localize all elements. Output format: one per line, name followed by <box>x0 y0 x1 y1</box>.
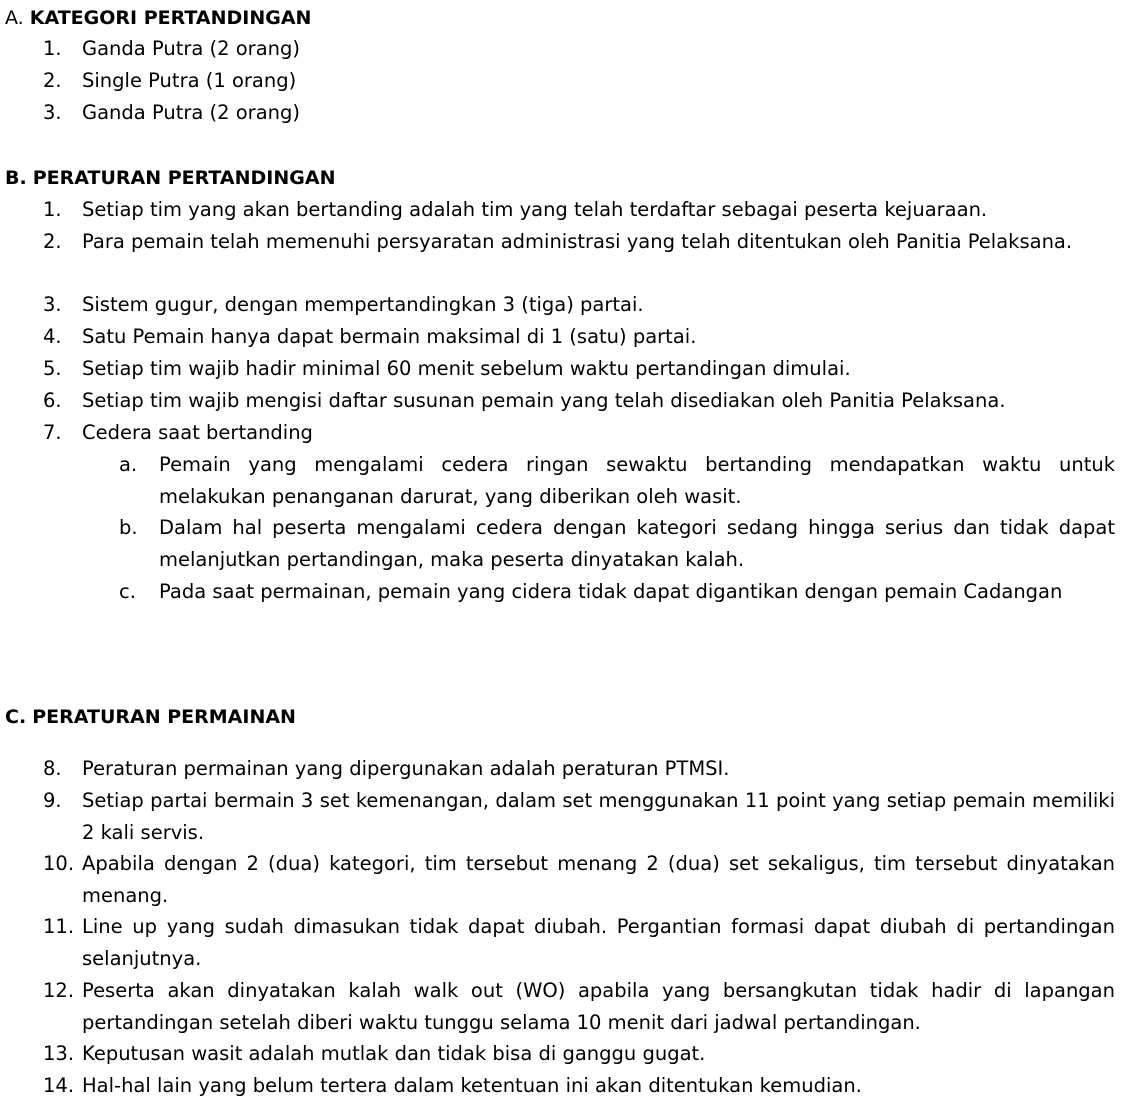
list-item-text: Keputusan wasit adalah mutlak dan tidak bisa di ganggu gugat. <box>82 1042 706 1065</box>
list-item <box>43 911 1115 974</box>
list-item <box>43 385 1115 417</box>
sub-item-letter: b. <box>119 516 138 539</box>
sub-item-text: Pemain yang mengalami cedera ringan sewaktu bertanding mendapatkan waktu untuk melakukan penanganan darurat, yang diberikan oleh wasit. <box>159 453 1115 508</box>
list-item-text: Ganda Putra (2 orang) <box>82 37 300 60</box>
list-item-number: 3. <box>43 293 62 316</box>
list-item <box>43 194 1115 226</box>
list-item-number: 1. <box>43 198 62 221</box>
sub-item-letter: a. <box>119 453 138 476</box>
list-item-text: Setiap tim wajib mengisi daftar susunan pemain yang telah disediakan oleh Panitia Pelaksana. <box>82 389 1006 412</box>
list-item-text: Cedera saat bertanding <box>82 421 313 444</box>
list-item <box>43 289 1115 321</box>
list-item <box>43 321 1115 353</box>
list-item <box>43 353 1115 385</box>
section-b-heading <box>5 164 335 192</box>
list-item-number: 1. <box>43 37 62 60</box>
list-item-text: Setiap partai bermain 3 set kemenangan, dalam set menggunakan 11 point yang setiap pemain memiliki 2 kali servis. <box>82 789 1115 844</box>
sub-list-item <box>119 512 1115 575</box>
list-item-text: Para pemain telah memenuhi persyaratan administrasi yang telah ditentukan oleh Panitia Pelaksana. <box>82 230 1073 253</box>
section-b-title: PERATURAN PERTANDINGAN <box>32 167 336 189</box>
list-item-number: 12. <box>43 979 75 1002</box>
section-c-title: PERATURAN PERMAINAN <box>32 706 296 728</box>
list-item-number: 14. <box>43 1074 75 1097</box>
list-item <box>43 226 1115 258</box>
sub-list-item <box>119 449 1115 512</box>
sub-list-item <box>119 576 1115 608</box>
list-item-text: Peserta akan dinyatakan kalah walk out (WO) apabila yang bersangkutan tidak hadir di lapangan pertandingan setelah diberi waktu tunggu selama 10 menit dari jadwal pertandingan. <box>82 979 1115 1034</box>
section-a-heading <box>5 4 311 32</box>
list-item-number: 3. <box>43 101 62 124</box>
list-item-number: 9. <box>43 789 62 812</box>
list-item-text: Setiap tim wajib hadir minimal 60 menit sebelum waktu pertandingan dimulai. <box>82 357 851 380</box>
list-item <box>43 975 1115 1038</box>
list-item-number: 5. <box>43 357 62 380</box>
list-item <box>43 417 1115 449</box>
list-item-number: 10. <box>43 852 75 875</box>
list-item-text: Satu Pemain hanya dapat bermain maksimal di 1 (satu) partai. <box>82 325 697 348</box>
list-item-text: Ganda Putra (2 orang) <box>82 101 300 124</box>
list-item <box>43 1070 1115 1102</box>
sub-item-text: Pada saat permainan, pemain yang cidera tidak dapat digantikan dengan pemain Cadangan <box>159 580 1063 603</box>
list-item <box>43 33 1115 65</box>
list-item-number: 6. <box>43 389 62 412</box>
list-item-text: Line up yang sudah dimasukan tidak dapat diubah. Pergantian formasi dapat diubah di pertandingan selanjutnya. <box>82 915 1115 970</box>
sub-item-letter: c. <box>119 580 136 603</box>
list-item-number: 2. <box>43 230 62 253</box>
list-item-text: Single Putra (1 orang) <box>82 69 297 92</box>
list-item-number: 2. <box>43 69 62 92</box>
section-a-prefix: A. <box>5 7 24 29</box>
list-item-number: 8. <box>43 757 62 780</box>
list-item-text: Sistem gugur, dengan mempertandingkan 3 (tiga) partai. <box>82 293 644 316</box>
list-item <box>43 848 1115 911</box>
sub-item-text: Dalam hal peserta mengalami cedera dengan kategori sedang hingga serius dan tidak dapat melanjutkan pertandingan, maka peserta dinyatakan kalah. <box>159 516 1115 571</box>
section-c-prefix: C. <box>5 706 27 728</box>
section-b-prefix: B. <box>5 167 27 189</box>
list-item-number: 7. <box>43 421 62 444</box>
list-item-text: Peraturan permainan yang dipergunakan adalah peraturan PTMSI. <box>82 757 730 780</box>
list-item-number: 11. <box>43 915 75 938</box>
list-item-text: Setiap tim yang akan bertanding adalah tim yang telah terdaftar sebagai peserta kejuaraan. <box>82 198 988 221</box>
list-item <box>43 753 1115 785</box>
section-c-heading <box>5 703 296 731</box>
list-item <box>43 1038 1115 1070</box>
list-item-number: 4. <box>43 325 62 348</box>
list-item-text: Apabila dengan 2 (dua) kategori, tim tersebut menang 2 (dua) set sekaligus, tim tersebut dinyatakan menang. <box>82 852 1115 907</box>
list-item-number: 13. <box>43 1042 75 1065</box>
list-item <box>43 97 1115 129</box>
list-item-text: Hal-hal lain yang belum tertera dalam ketentuan ini akan ditentukan kemudian. <box>82 1074 862 1097</box>
section-a-title: KATEGORI PERTANDINGAN <box>29 7 312 29</box>
list-item <box>43 785 1115 848</box>
list-item <box>43 65 1115 97</box>
